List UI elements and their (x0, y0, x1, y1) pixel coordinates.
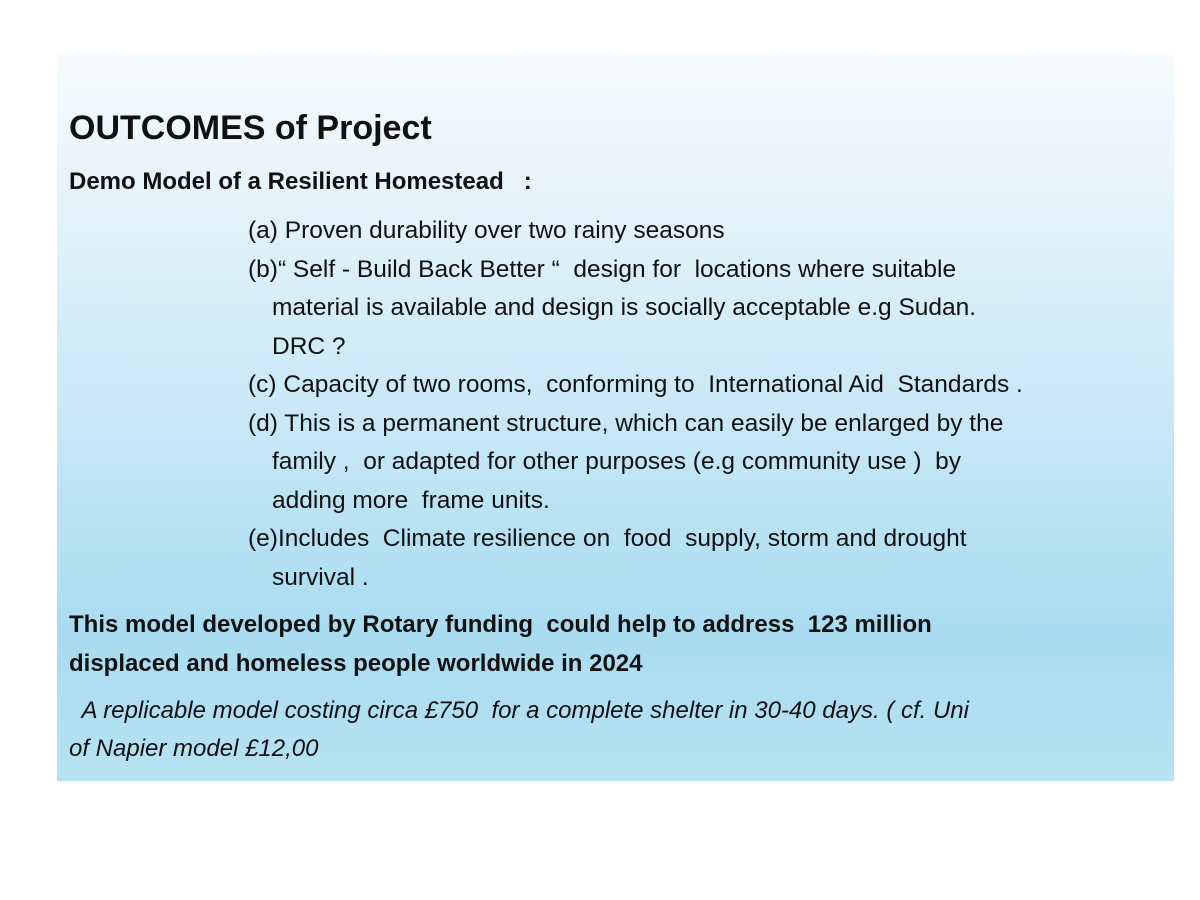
outcome-item-b-line-2: material is available and design is socially acceptable e.g Sudan. (272, 294, 977, 321)
outcome-item-d (248, 405, 1173, 521)
outcome-item-a-line-1: (a) Proven durability over two rainy seasons (248, 217, 725, 244)
outcome-list (248, 212, 1173, 597)
outcome-item-d-line-2: family , or adapted for other purposes (e.g community use ) by (272, 448, 962, 475)
outcome-item-d-line-3: adding more frame units. (272, 486, 550, 514)
impact-statement-line-2: displaced and homeless people worldwide in 2024 (69, 649, 643, 677)
outcome-item-d-line-1: (d) This is a permanent structure, which can easily be enlarged by the (248, 409, 1004, 437)
outcome-item-b-line-3: DRC ? (272, 332, 346, 360)
impact-statement (69, 606, 1149, 683)
outcome-item-c-line-1: (c) Capacity of two rooms, conforming to International Aid Standards . (248, 371, 1023, 398)
outcome-item-b (248, 251, 1173, 367)
outcome-item-c (248, 366, 1173, 405)
outcome-item-e-line-2: survival . (272, 563, 369, 591)
outcome-item-b-line-1: (b)“ Self - Build Back Better “ design for locations where suitable (248, 255, 957, 283)
impact-statement-line-1: This model developed by Rotary funding could help to address 123 million (69, 611, 932, 638)
slide-subtitle: Demo Model of a Resilient Homestead : (69, 168, 532, 195)
outcome-item-e-line-1: (e)Includes Climate resilience on food supply, storm and drought (248, 525, 967, 552)
cost-note (69, 692, 1159, 768)
cost-note-line-2: of Napier model £12,00 (69, 735, 319, 762)
slide-title: OUTCOMES of Project (69, 109, 432, 147)
outcome-item-a (248, 212, 1173, 251)
cost-note-line-1: A replicable model costing circa £750 for a complete shelter in 30-40 days. ( cf. Uni (69, 697, 969, 724)
outcome-item-e (248, 520, 1173, 597)
